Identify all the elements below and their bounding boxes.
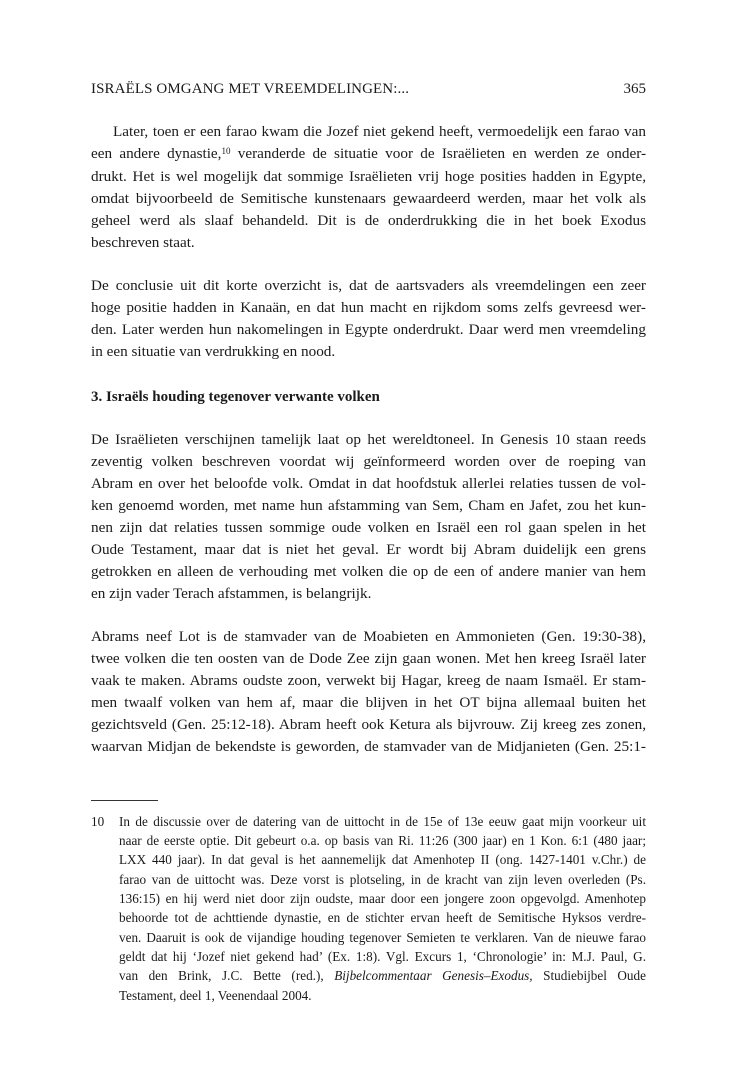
section-heading: 3. Israëls houding tegenover verwante volken xyxy=(91,389,380,405)
paragraph-3-line-7: getrokken en alleen de verhouding met volken die op de een of andere manier van hem xyxy=(91,563,646,580)
paragraph-2-line-3: den. Later werden hun nakomelingen in Egypte onderdrukt. Daar werd men vreemdeling xyxy=(91,321,646,338)
text-span: van den Brink, J.C. Bette (red.), xyxy=(119,968,335,983)
paragraph-4-line-2: twee volken die ten oosten van de Dode Zee zijn gaan wonen. Met hen kreeg Israël later xyxy=(91,650,646,667)
paragraph-4-line-6: waarvan Midjan de bekendste is geworden, de stamvader van de Midjanieten (Gen. 25:1- xyxy=(91,738,646,755)
paragraph-2-line-4: in een situatie van verdrukking en nood. xyxy=(91,343,336,360)
text-span: veranderde de situatie voor de Israëlieten en werden ze onder- xyxy=(230,145,647,162)
footnote-reference[interactable]: 10 xyxy=(221,146,231,156)
footnote-line-10: Testament, deel 1, Veenendaal 2004. xyxy=(119,988,312,1003)
paragraph-1-line-1: Later, toen er een farao kwam die Jozef niet gekend heeft, vermoedelijk een farao van xyxy=(113,123,646,140)
book-title: Bijbelcommentaar Genesis–Exodus, xyxy=(334,968,533,983)
paragraph-3-line-1: De Israëlieten verschijnen tamelijk laat op het wereldtoneel. In Genesis 10 staan reeds xyxy=(91,431,646,448)
paragraph-4-line-1: Abrams neef Lot is de stamvader van de Moabieten en Ammonieten (Gen. 19:30-38), xyxy=(91,628,646,645)
running-header xyxy=(91,79,646,99)
running-title: ISRAËLS OMGANG MET VREEMDELINGEN:... xyxy=(91,81,410,97)
footnote-line-9 xyxy=(119,966,646,985)
page-number: 365 xyxy=(623,81,646,97)
paragraph-3-line-5: nen zijn dat relaties tussen sommige oude volken en Israël een rol gaan spelen in het xyxy=(91,519,646,536)
paragraph-1-line-6: beschreven staat. xyxy=(91,234,195,251)
paragraph-3-line-4: ken genoemd worden, met name hun afstamming van Sem, Cham en Jafet, zou het kun- xyxy=(91,497,646,514)
footnote-line-7: ven. Daaruit is ook de vijandige houding tegenover Semieten te verklaren. Van de nieuwe farao xyxy=(119,930,646,945)
footnote-line-6: behoorde tot de achttiende dynastie, en de stichter ervan heeft de Semitische Hyksos verdre- xyxy=(119,910,646,925)
footnote-line-2: naar de eerste optie. Dit gebeurt o.a. op basis van Ri. 11:26 (300 jaar) en 1 Kon. 6:1 (480 jaar; xyxy=(119,833,646,848)
paragraph-4-line-5: gezichtsveld (Gen. 25:12-18). Abram heeft ook Ketura als bijvrouw. Zij kreeg zes zonen, xyxy=(91,716,646,733)
text-span: een andere dynastie, xyxy=(91,145,222,162)
paragraph-1-line-3: drukt. Het is wel mogelijk dat sommige Israëlieten vrij hoge posities hadden in Egypte, xyxy=(91,168,646,185)
paragraph-3-line-2: zeventig volken beschreven voordat wij geïnformeerd worden over de roeping van xyxy=(91,453,646,470)
paragraph-4-line-4: men twaalf volken van hem af, maar die blijven in het OT bijna allemaal buiten het xyxy=(91,694,646,711)
text-span: Studiebijbel Oude xyxy=(532,968,646,983)
footnote-number: 10 xyxy=(91,814,105,829)
footnote-line-3: LXX 440 jaar). In dat geval is het aannemelijk dat Amenhotep II (ong. 1427-1401 v.Chr.) de xyxy=(119,852,646,867)
paragraph-2-line-1: De conclusie uit dit korte overzicht is, dat de aartsvaders als vreemdelingen een zeer xyxy=(91,277,646,294)
paragraph-4-line-3: vaak te maken. Abrams oudste zoon, verwekt bij Hagar, kreeg de naam Ismaël. Er stam- xyxy=(91,672,646,689)
footnote-line-4: farao van de uittocht was. Deze vorst is plotseling, in de kracht van zijn leven overleden (Ps. xyxy=(119,872,646,887)
footnote-line-1: In de discussie over de datering van de uittocht in de 15e of 13e eeuw gaat mijn voorkeur uit xyxy=(119,814,646,829)
footnote-line-8: geldt dat hij ‘Jozef niet gekend had’ (Ex. 1:8). Vgl. Excurs 1, ‘Chronologie’ in: M.J. Paul, G. xyxy=(119,949,646,964)
paragraph-1-line-2 xyxy=(91,143,646,165)
footnote-line-5: 136:15) en hij werd niet door zijn oudste, maar door een jongere zoon opgevolgd. Amenhotep xyxy=(119,891,646,906)
paragraph-3-line-6: Oude Testament, maar dat is niet het geval. Er wordt bij Abram duidelijk een grens xyxy=(91,541,646,558)
footnote-separator xyxy=(91,800,158,801)
paragraph-2-line-2: hoge positie hadden in Kanaän, en dat hun macht en rijkdom soms zelfs gevreesd wer- xyxy=(91,299,646,316)
paragraph-1-line-4: omdat bijvoorbeeld de Semitische kunstenaars gewaardeerd werden, maar het volk als xyxy=(91,190,646,207)
paragraph-3-line-3: Abram en over het beloofde volk. Omdat in dat hoofdstuk allerlei relaties tussen de vol- xyxy=(91,475,646,492)
paragraph-1-line-5: geheel werd als slaaf behandeld. Dit is de onderdrukking die in het boek Exodus xyxy=(91,212,646,229)
paragraph-3-line-8: en zijn vader Terach afstammen, is belangrijk. xyxy=(91,585,372,602)
